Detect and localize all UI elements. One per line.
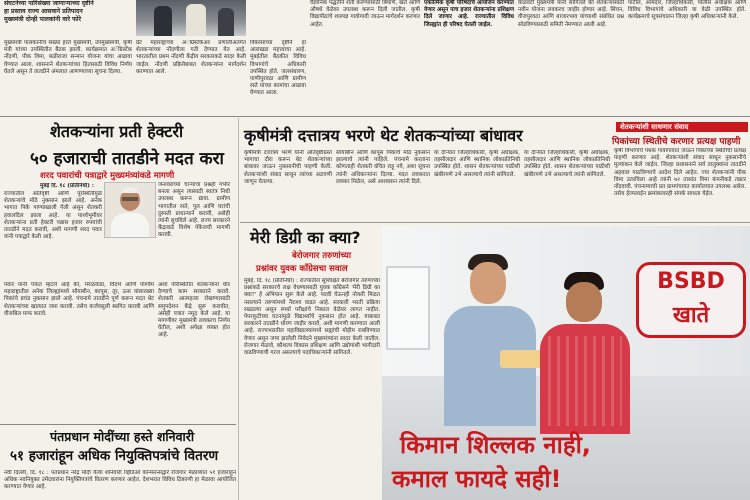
- story1-headline-line-1: शेतकऱ्यांना प्रती हेक्टरी: [50, 122, 184, 141]
- story1-body-d: अशा परिस्थितीत शेतकऱ्यांना धीर देण्याचे काम सरकारने करावे. शेतकरी आत्महत्या रोखण्यासाठी समुपदेशन केंद्रे सुरू करावीत, असेही पत्रात नमूद केले आहे. या मागणीवर मुख्यमंत्री लवकरच निर्णय घेतील, अशी अपेक्षा व्यक्त होत आहे.: [158, 282, 230, 339]
- story5-headline-line-2: ५१ हजारांहून अधिक नियुक्तिपत्रांचे वितरण: [10, 448, 219, 464]
- story5-headline-line-1: पंतप्रधान मोदींच्या हस्ते शनिवारी: [50, 429, 195, 444]
- story1-body-c: जनावरांच्या चाऱ्याचा प्रश्नही गंभीर बनला असून त्यासाठी स्वतंत्र निधी उपलब्ध करून द्यावा. ग्रामीण भागातील रस्ते, पूल आणि घरांची दुरुस्ती प्राधान्याने करावी, असेही त्यांनी सुचविले आहे. राज्य सरकारने केंद्राकडे विशेष पॅकेजची मागणी करावी.: [158, 182, 230, 239]
- story2-body-b: सोयाबीन आणि कापूस पिकांचे मोठे नुकसान झाल्याचे त्यांनी पाहिले. पंचनामे करताना कोणताही शेतकरी वंचित राहू नये, अशा सूचना त्यांनी अधिकाऱ्यांना दिल्या. मदत लवकरात लवकर मिळेल, असे आश्वासन त्यांनी दिले.: [336, 150, 430, 185]
- left-column-divider: [238, 118, 239, 500]
- top-col-1-line-1: संघटनेच्या पारिसंख्या जाणाऱ्याच्या दृष्टीने: [4, 0, 94, 7]
- story4-subhead-2: प्रश्नांवर युवक काँग्रेसचा सवाल: [256, 264, 348, 274]
- story3-kicker: शेतकऱ्यांशी साधणार संवाद: [620, 123, 689, 131]
- top-col-4-body: वैज्ञानिक पद्धतीने शेती करण्यासाठी बियाणे, खते आणि औषधे वेळेवर उपलब्ध करून दिली जातील. कृषी विद्यापीठांचे शास्त्रज्ञ गावोगावी जाऊन मार्गदर्शन करणार आहेत.: [310, 0, 420, 28]
- story5-separator: [0, 424, 236, 425]
- story1-subhead: शरद पवारांची पत्राद्वारे मुख्यमंत्र्यांकडे मागणी: [40, 171, 175, 181]
- top-separator: [0, 116, 750, 117]
- top-col-1-line-2: हा प्रस्ताव राज्य आसवाने प्रतिपादन: [4, 8, 83, 15]
- story1-headline-line-2: ५० हजाराची तातडीने मदत करा: [30, 149, 224, 169]
- ad-tagline-line-1: किमान शिल्लक नाही,: [400, 431, 591, 459]
- top-col-1-body: मुख्यमंत्री पालकांनीच संख्या हरते मुख्यमंत्री, उपमुख्यमंत्री, कृषी मंत्री यांच्या उपस्थितीत बैठक झाली. कार्यक्रमात अॅग्रिस्टॅक नोंदणी, पीक विमा, बळीराजा सन्मान योजना यांचा आढावा घेण्यात आला. शासनाने शेतकऱ्यांच्या हितासाठी विविध निर्णय घेतले असून ते तातडीने अंमलात आणण्याच्या सूचना दिल्या.: [4, 40, 132, 75]
- top-photo: [136, 0, 246, 36]
- ad-bsbd-badge: [636, 262, 746, 338]
- mid-separator: [240, 222, 750, 223]
- story1-body-b: पवार यांनी पत्रात म्हटले आहे की, मराठवाडा, विदर्भ आणि पश्चिम महाराष्ट्रातील अनेक जिल्ह्यांमध्ये सोयाबीन, कापूस, तूर, ऊस यांसारख्या पिकांचे प्रचंड नुकसान झाले आहे. पंचनामे तातडीने पूर्ण करून मदत थेट शेतकऱ्यांच्या खात्यात जमा करावी. तसेच कर्जवसुली स्थगित करावी आणि वीजबिल माफ करावे.: [4, 282, 154, 317]
- ad-badge-line-2: खाते: [672, 303, 710, 328]
- ad-window: [386, 266, 430, 350]
- top-col-6-body: वाळवंटी मुख्यमंत्री यांनी सांगितले की शेतकऱ्यांसाठी नवीन योजना लवकरच जाहीर होणार आहे. सिंचन, वीजपुरवठा आणि बाजारभाव यांच्याशी संबंधित प्रश्न सोडविण्यासाठी समिती नेमण्यात आली आहे.: [518, 0, 624, 28]
- story4-body: मुंबई, दि. १८ (प्रतिनिधी) : राज्यातील सुशिक्षित बेरोजगार तरुणांच्या प्रश्नांकडे सरकारचे लक्ष वेधण्यासाठी युवक काँग्रेसने 'मेरी डिग्री का क्या?' हे अभियान सुरू केले आहे. पदवी घेऊनही नोकरी मिळत नसल्याने तरुणांमध्ये नैराश्य वाढत आहे. सरकारी भरती प्रक्रिया रखडल्या असून स्पर्धा परीक्षांचे निकाल वेळेवर लागत नाहीत. पेपरफुटीच्या घटनांमुळे विद्यार्थ्यांचे नुकसान होत आहे. याबाबत सरकारने तातडीने धोरण जाहीर करावे, अशी मागणी करण्यात आली आहे. राज्यभरातील महाविद्यालयांमध्ये सह्यांची मोहीम राबविण्यात येणार असून जमा झालेली निवेदने मुख्यमंत्र्यांना सादर केली जातील. रोजगार मेळावे, कौशल्य विकास प्रशिक्षण आणि उद्योगांशी भागीदारी वाढविण्याची गरज असल्याचे पदाधिकाऱ्यांनी सांगितले.: [244, 278, 380, 357]
- top-col-7-body: पाटील, आमदार, जिल्हाधिकारी, पोलीस अधीक्षक आणि विविध विभागांचे अधिकारी या वेळी उपस्थित होते. कार्यक्रमाचे सूत्रसंचालन जिल्हा कृषी अधिकाऱ्यांनी केले.: [628, 0, 746, 21]
- story1-body-a: राज्यातील अतिवृष्टी आणि पूरस्थितीमुळे शेतकऱ्यांचे मोठे नुकसान झाले आहे. अनेक भागात पिके पाण्याखाली गेली असून शेतकरी हवालदिल झाला आहे. या पार्श्वभूमीवर शेतकऱ्यांना प्रती हेक्टरी पन्नास हजार रुपयांची तातडीने मदत करावी, अशी मागणी शरद पवार यांनी पत्राद्वारे केली आहे.: [4, 191, 102, 241]
- ad-person-right: [528, 266, 648, 436]
- story3-body: कृषी विभागाचे पथक गावागावांत जाऊन पिकांच्या स्थितीची प्रत्यक्ष पाहणी करणार आहे. शेतकऱ्यांशी संवाद साधून नुकसानीचे मूल्यांकन केले जाईल. जिल्हा प्रशासनाने सर्व तालुक्यांना तातडीने अहवाल पाठविण्याचे आदेश दिले आहेत. ज्या शेतकऱ्यांनी पीक विमा उतरविला आहे त्यांनी ७२ तासांत विमा कंपनीकडे तक्रार नोंदवावी. पंचनाम्याची प्रत ग्रामपंचायत कार्यालयात उपलब्ध असेल. तसेच हेल्पलाईन क्रमांकावरही संपर्क साधता येईल.: [614, 148, 746, 198]
- story2-body-a: कृषीमंत्री दत्तात्रय भरणे यांनी अतिवृष्टीग्रस्त भागाचा दौरा करून थेट शेतकऱ्यांच्या बांधावर जाऊन नुकसानीची पाहणी केली. शेतकऱ्यांशी संवाद साधून त्यांच्या अडचणी जाणून घेतल्या.: [244, 150, 332, 185]
- ad-badge-line-1: BSBD: [657, 269, 725, 294]
- story5-body: नवी दिल्ली, दि. १८ : पंतप्रधान नरेंद्र मोदी येत्या शनिवारी व्हिडिओ कॉन्फरन्सद्वारे रोजगार मेळाव्यात ५१ हजारांहून अधिक नवनियुक्त उमेदवारांना नियुक्तिपत्रांचे वितरण करणार आहेत. देशभरात विविध ठिकाणी हा मेळावा आयोजित करण्यात येणार आहे.: [4, 470, 236, 491]
- story3-headline: पिकांच्या स्थितीचे करणार प्रत्यक्ष पाहणी: [612, 137, 741, 147]
- story2-body-c: या दौऱ्यात जिल्हाधिकारी, कृषी अधीक्षक, तहसीलदार आणि स्थानिक लोकप्रतिनिधी उपस्थित होते. शासन शेतकऱ्यांच्या पाठीशी खंबीरपणे उभे असल्याचे त्यांनी सांगितले.: [434, 150, 520, 178]
- top-col-3-body: विकासाच्या दृष्टीने हा आराखडा महत्त्वाचा आहे. मुंबईतील बैठकीत विविध विभागांचे अधिकारी उपस्थित होते. जलसंधारण, पाणीपुरवठा आणि ग्रामीण रस्ते यांच्या कामांचा आढावा घेण्यात आला.: [250, 40, 306, 97]
- story4-subhead-1: बेरोजगार तरुणांच्या: [292, 251, 352, 261]
- top-col-5-bold: एकात्मिक कृषी परिषदांचे आयोजन करण्यात येणार असून पाच हजार शेतकऱ्यांना प्रशिक्षण दिले जाणार आहे. राज्यातील विविध जिल्ह्यांत ही परिषद घेतली जाईल.: [424, 0, 514, 28]
- top-col-1-line-3: मुख्यमंत्री दोन्ही पालकांनी वारे फोरे: [4, 16, 82, 23]
- story2-body-d: या दौऱ्यात जिल्हाधिकारी, कृषी अधीक्षक, तहसीलदार आणि स्थानिक लोकप्रतिनिधी उपस्थित होते. शासन शेतकऱ्यांच्या पाठीशी खंबीरपणे उभे असल्याचे त्यांनी सांगितले.: [524, 150, 610, 178]
- story1-dateline: मुंबई दि. १८ (प्रतिनिधी) :: [40, 183, 94, 189]
- sharad-pawar-photo: [104, 182, 156, 238]
- top-col-2-body: ग्रेट महाराष्ट्राच्या अॅग्रिस्टॅकेअर प्रणालीअंतर्गत शेतकऱ्यांच्या नोंदणीला गती देण्यात येत आहे. भारतातील प्रथम नोंदणी केंद्रीय सरकारकडे सादर केली जाईल. नोंदणी प्रक्रियेबाबत शेतकऱ्यांना मार्गदर्शन करण्यात आले.: [136, 40, 246, 75]
- ad-tagline-line-2: कमाल फायदे सही!: [392, 465, 562, 493]
- top-col-1-headline: [4, 0, 132, 40]
- story4-headline: मेरी डिग्री का क्या?: [250, 228, 361, 247]
- bank-advertisement: [382, 226, 750, 500]
- story2-headline: कृषीमंत्री दत्तात्रय भरणे थेट शेतकऱ्यांच्या बांधावर: [244, 126, 523, 145]
